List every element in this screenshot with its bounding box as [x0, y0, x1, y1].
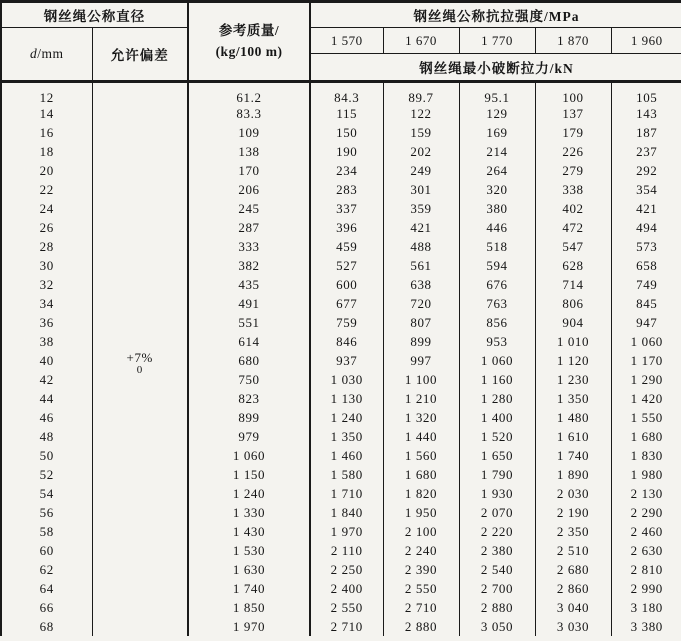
mass-value: 1 740 [188, 579, 310, 598]
breaking-force-value: 561 [383, 256, 459, 275]
diameter-value: 16 [1, 123, 92, 142]
breaking-force-value: 279 [535, 161, 611, 180]
breaking-force-value: 159 [383, 123, 459, 142]
breaking-force-value: 947 [636, 315, 658, 330]
diameter-value: 68 [1, 617, 92, 636]
breaking-force-value: 2 700 [459, 579, 535, 598]
breaking-force-value: 1 060 [630, 334, 663, 349]
breaking-force-value: 1 930 [459, 484, 535, 503]
breaking-force-value: 1 610 [535, 427, 611, 446]
mass-value: 287 [188, 218, 310, 237]
breaking-force-value: 677 [310, 294, 383, 313]
breaking-force-value: 249 [383, 161, 459, 180]
header-breaking-force: 钢丝绳最小破断拉力/kN [419, 61, 574, 76]
diameter-value: 34 [1, 294, 92, 313]
mass-value: 1 850 [188, 598, 310, 617]
breaking-force-value: 2 350 [535, 522, 611, 541]
breaking-force-value: 2 710 [310, 617, 383, 636]
breaking-force-value: 1 280 [459, 389, 535, 408]
mass-value: 899 [188, 408, 310, 427]
mass-value: 382 [188, 256, 310, 275]
diameter-value: 46 [1, 408, 92, 427]
header-grade-1870: 1 870 [535, 28, 611, 54]
breaking-force-value: 1 830 [630, 448, 663, 463]
mass-value: 680 [188, 351, 310, 370]
breaking-force-value: 359 [383, 199, 459, 218]
mass-value: 551 [188, 313, 310, 332]
breaking-force-value: 2 130 [630, 486, 663, 501]
breaking-force-value: 1 480 [535, 408, 611, 427]
breaking-force-value: 472 [535, 218, 611, 237]
breaking-force-value: 402 [535, 199, 611, 218]
breaking-force-value: 594 [459, 256, 535, 275]
mass-value: 206 [188, 180, 310, 199]
breaking-force-value: 187 [636, 125, 658, 140]
breaking-force-value: 421 [636, 201, 658, 216]
diameter-value: 40 [1, 351, 92, 370]
breaking-force-value: 1 240 [310, 408, 383, 427]
breaking-force-value: 2 030 [535, 484, 611, 503]
table-header [1, 2, 681, 82]
breaking-force-value: 1 710 [310, 484, 383, 503]
breaking-force-value: 1 460 [310, 446, 383, 465]
breaking-force-value: 2 380 [459, 541, 535, 560]
breaking-force-value: 904 [535, 313, 611, 332]
diameter-value: 24 [1, 199, 92, 218]
header-d-symbol: d [29, 46, 38, 61]
breaking-force-value: 84.3 [310, 82, 383, 105]
mass-value: 435 [188, 275, 310, 294]
breaking-force-value: 169 [459, 123, 535, 142]
breaking-force-value: 2 250 [310, 560, 383, 579]
breaking-force-value: 1 350 [535, 389, 611, 408]
diameter-value: 56 [1, 503, 92, 522]
header-row-grades [1, 28, 681, 54]
breaking-force-value: 807 [383, 313, 459, 332]
diameter-value: 66 [1, 598, 92, 617]
breaking-force-value: 1 740 [535, 446, 611, 465]
breaking-force-value: 150 [310, 123, 383, 142]
mass-value: 245 [188, 199, 310, 218]
breaking-force-value: 190 [310, 142, 383, 161]
diameter-value: 32 [1, 275, 92, 294]
breaking-force-value: 1 320 [383, 408, 459, 427]
header-grade-1670: 1 670 [383, 28, 459, 54]
breaking-force-value: 122 [383, 104, 459, 123]
diameter-value: 58 [1, 522, 92, 541]
breaking-force-value: 380 [459, 199, 535, 218]
breaking-force-value: 2 070 [459, 503, 535, 522]
breaking-force-value: 953 [459, 332, 535, 351]
breaking-force-value: 202 [383, 142, 459, 161]
breaking-force-value: 3 380 [630, 619, 663, 634]
diameter-value: 30 [1, 256, 92, 275]
breaking-force-value: 488 [383, 237, 459, 256]
breaking-force-value: 354 [636, 182, 658, 197]
breaking-force-value: 2 400 [310, 579, 383, 598]
breaking-force-value: 95.1 [459, 82, 535, 105]
breaking-force-value: 1 350 [310, 427, 383, 446]
breaking-force-value: 1 650 [459, 446, 535, 465]
breaking-force-value: 518 [459, 237, 535, 256]
breaking-force-value: 396 [310, 218, 383, 237]
breaking-force-value: 1 130 [310, 389, 383, 408]
breaking-force-value: 3 050 [459, 617, 535, 636]
breaking-force-value: 1 950 [383, 503, 459, 522]
breaking-force-value: 301 [383, 180, 459, 199]
breaking-force-value: 129 [459, 104, 535, 123]
breaking-force-value: 459 [310, 237, 383, 256]
breaking-force-value: 1 170 [630, 353, 663, 368]
breaking-force-value: 658 [636, 258, 658, 273]
breaking-force-value: 2 190 [535, 503, 611, 522]
breaking-force-value: 494 [636, 220, 658, 235]
breaking-force-value: 1 120 [535, 351, 611, 370]
mass-value: 491 [188, 294, 310, 313]
breaking-force-value: 2 860 [535, 579, 611, 598]
header-mass-line1: 参考质量/ [218, 22, 280, 38]
diameter-value: 26 [1, 218, 92, 237]
breaking-force-value: 997 [383, 351, 459, 370]
diameter-value: 14 [1, 104, 92, 123]
breaking-force-value: 237 [636, 144, 658, 159]
breaking-force-value: 846 [310, 332, 383, 351]
breaking-force-value: 2 540 [459, 560, 535, 579]
breaking-force-value: 143 [636, 106, 658, 121]
breaking-force-value: 1 420 [630, 391, 663, 406]
header-grade-1960: 1 960 [611, 28, 681, 54]
mass-value: 750 [188, 370, 310, 389]
header-diameter [1, 28, 92, 82]
header-grade-1570: 1 570 [310, 28, 383, 54]
header-tolerance: 允许偏差 [92, 28, 188, 82]
breaking-force-value: 2 220 [459, 522, 535, 541]
diameter-value: 64 [1, 579, 92, 598]
breaking-force-value: 1 520 [459, 427, 535, 446]
diameter-value: 54 [1, 484, 92, 503]
breaking-force-value: 1 580 [310, 465, 383, 484]
breaking-force-value: 1 820 [383, 484, 459, 503]
breaking-force-value: 3 040 [535, 598, 611, 617]
breaking-force-value: 899 [383, 332, 459, 351]
breaking-force-value: 573 [636, 239, 658, 254]
breaking-force-value: 845 [636, 296, 658, 311]
breaking-force-value: 759 [310, 313, 383, 332]
breaking-force-value: 1 230 [535, 370, 611, 389]
mass-value: 823 [188, 389, 310, 408]
breaking-force-value: 320 [459, 180, 535, 199]
breaking-force-value: 214 [459, 142, 535, 161]
breaking-force-value: 226 [535, 142, 611, 161]
breaking-force-value: 1 100 [383, 370, 459, 389]
diameter-value: 42 [1, 370, 92, 389]
breaking-force-value: 338 [535, 180, 611, 199]
mass-value: 1 060 [188, 446, 310, 465]
breaking-force-value: 1 030 [310, 370, 383, 389]
breaking-force-value: 2 880 [383, 617, 459, 636]
breaking-force-value: 2 110 [310, 541, 383, 560]
breaking-force-value: 283 [310, 180, 383, 199]
diameter-value: 60 [1, 541, 92, 560]
breaking-force-value: 1 680 [630, 429, 663, 444]
breaking-force-value: 1 160 [459, 370, 535, 389]
breaking-force-value: 1 400 [459, 408, 535, 427]
breaking-force-value: 676 [459, 275, 535, 294]
breaking-force-value: 2 630 [630, 543, 663, 558]
header-grade-1770: 1 770 [459, 28, 535, 54]
mass-value: 1 330 [188, 503, 310, 522]
breaking-force-value: 2 810 [630, 562, 663, 577]
breaking-force-value: 2 390 [383, 560, 459, 579]
breaking-force-value: 2 290 [630, 505, 663, 520]
breaking-force-value: 3 180 [630, 600, 663, 615]
breaking-force-value: 1 970 [310, 522, 383, 541]
breaking-force-value: 2 460 [630, 524, 663, 539]
breaking-force-value: 714 [535, 275, 611, 294]
diameter-value: 50 [1, 446, 92, 465]
breaking-force-value: 1 290 [630, 372, 663, 387]
mass-value: 1 530 [188, 541, 310, 560]
tolerance-cell [92, 82, 188, 637]
mass-value: 333 [188, 237, 310, 256]
mass-value: 979 [188, 427, 310, 446]
mass-value: 138 [188, 142, 310, 161]
breaking-force-value: 292 [636, 163, 658, 178]
diameter-value: 52 [1, 465, 92, 484]
diameter-value: 28 [1, 237, 92, 256]
breaking-force-value: 1 560 [383, 446, 459, 465]
breaking-force-value: 638 [383, 275, 459, 294]
diameter-value: 48 [1, 427, 92, 446]
breaking-force-value: 749 [636, 277, 658, 292]
header-mass-line2: (kg/100 m) [215, 43, 283, 59]
diameter-value: 18 [1, 142, 92, 161]
breaking-force-value: 1 010 [535, 332, 611, 351]
diameter-value: 36 [1, 313, 92, 332]
mass-value: 1 970 [188, 617, 310, 636]
breaking-force-value: 1 790 [459, 465, 535, 484]
header-diameter-group: 钢丝绳公称直径 [1, 2, 188, 28]
breaking-force-value: 2 710 [383, 598, 459, 617]
header-d-unit: /mm [37, 46, 64, 61]
breaking-force-value: 2 550 [383, 579, 459, 598]
breaking-force-value: 527 [310, 256, 383, 275]
breaking-force-value: 105 [636, 90, 658, 105]
breaking-force-value: 1 060 [459, 351, 535, 370]
breaking-force-value: 2 680 [535, 560, 611, 579]
breaking-force-value: 1 680 [383, 465, 459, 484]
breaking-force-value: 179 [535, 123, 611, 142]
table-body [1, 82, 681, 637]
tolerance-lower: 0 [136, 364, 143, 377]
breaking-force-value: 856 [459, 313, 535, 332]
diameter-value: 44 [1, 389, 92, 408]
breaking-force-value: 1 840 [310, 503, 383, 522]
breaking-force-value: 264 [459, 161, 535, 180]
mass-value: 109 [188, 123, 310, 142]
mass-value: 83.3 [188, 104, 310, 123]
mass-value: 1 150 [188, 465, 310, 484]
breaking-force-value: 337 [310, 199, 383, 218]
breaking-force-value: 547 [535, 237, 611, 256]
breaking-force-value: 2 880 [459, 598, 535, 617]
diameter-value: 20 [1, 161, 92, 180]
breaking-force-value: 2 100 [383, 522, 459, 541]
breaking-force-value: 234 [310, 161, 383, 180]
header-reference-mass [188, 2, 310, 82]
tolerance-upper: +7% [126, 349, 153, 365]
breaking-force-value: 1 980 [630, 467, 663, 482]
breaking-force-value: 2 240 [383, 541, 459, 560]
breaking-force-value: 2 990 [630, 581, 663, 596]
breaking-force-value: 1 890 [535, 465, 611, 484]
header-row-groups [1, 2, 681, 28]
breaking-force-value: 1 440 [383, 427, 459, 446]
breaking-force-value: 806 [535, 294, 611, 313]
mass-value: 614 [188, 332, 310, 351]
mass-value: 170 [188, 161, 310, 180]
table-row [1, 82, 681, 105]
breaking-force-value: 1 210 [383, 389, 459, 408]
mass-value: 1 630 [188, 560, 310, 579]
mass-value: 61.2 [188, 82, 310, 105]
breaking-force-value: 446 [459, 218, 535, 237]
breaking-force-value: 937 [310, 351, 383, 370]
mass-value: 1 240 [188, 484, 310, 503]
breaking-force-value: 115 [310, 104, 383, 123]
breaking-force-value: 600 [310, 275, 383, 294]
breaking-force-value: 2 550 [310, 598, 383, 617]
breaking-force-value: 763 [459, 294, 535, 313]
breaking-force-value: 421 [383, 218, 459, 237]
diameter-value: 38 [1, 332, 92, 351]
breaking-force-value: 3 030 [535, 617, 611, 636]
breaking-force-value: 100 [535, 82, 611, 105]
breaking-force-value: 2 510 [535, 541, 611, 560]
diameter-value: 22 [1, 180, 92, 199]
diameter-value: 12 [1, 82, 92, 105]
breaking-force-value: 720 [383, 294, 459, 313]
mass-value: 1 430 [188, 522, 310, 541]
header-strength-group: 钢丝绳公称抗拉强度/MPa [310, 2, 681, 28]
diameter-value: 62 [1, 560, 92, 579]
breaking-force-value: 628 [535, 256, 611, 275]
breaking-force-value: 89.7 [383, 82, 459, 105]
breaking-force-value: 1 550 [630, 410, 663, 425]
breaking-force-value: 137 [535, 104, 611, 123]
